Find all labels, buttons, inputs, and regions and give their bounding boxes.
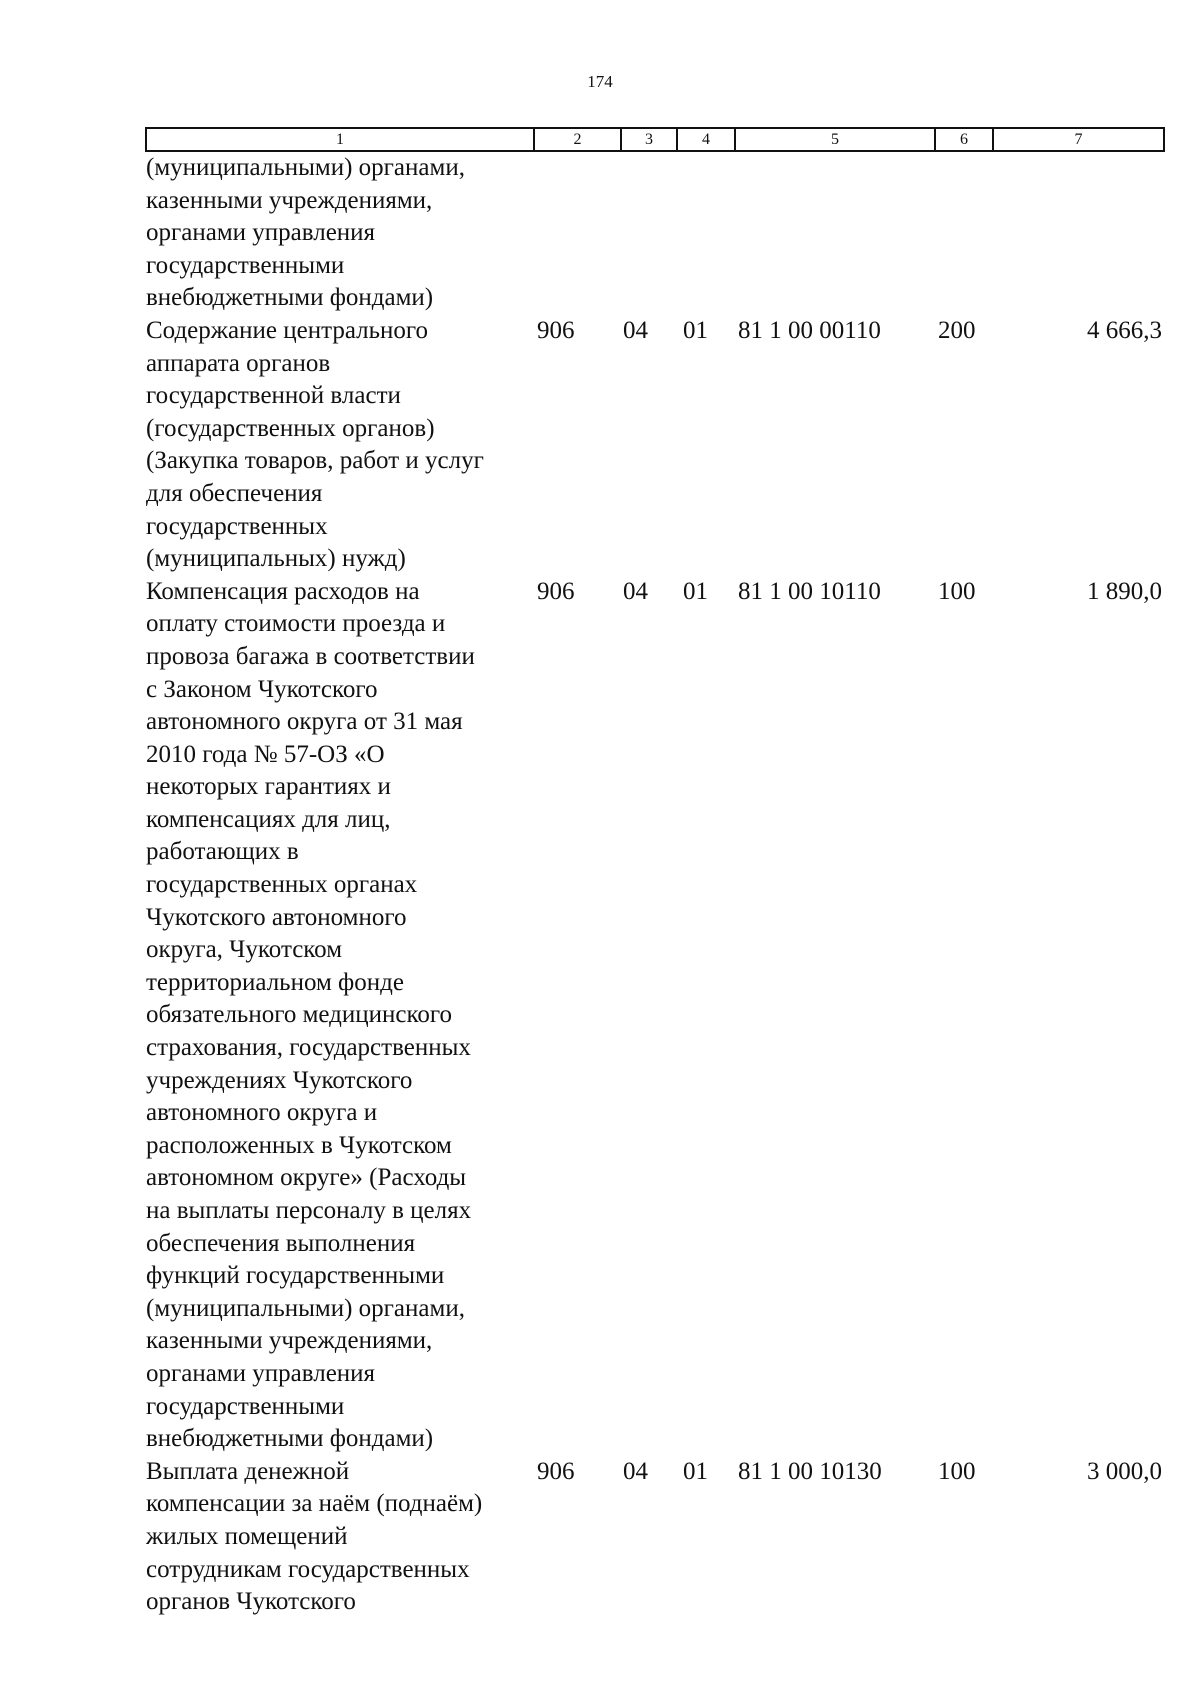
description-line: (муниципальных) нужд) <box>146 545 406 573</box>
amount-value: 4 666,3 <box>1087 316 1162 344</box>
description-line: казенными учреждениями, <box>146 1327 433 1355</box>
description-line: органами управления <box>146 219 376 247</box>
expense-type-code: 100 <box>938 1457 976 1485</box>
column-number-row <box>146 128 1164 151</box>
description-line: органов Чукотского <box>146 1588 356 1616</box>
section-code: 04 <box>623 316 648 344</box>
description-line: оплату стоимости проезда и <box>146 610 446 638</box>
description-line: компенсации за наём (поднаём) <box>146 1490 483 1518</box>
description-line: на выплаты персоналу в целях <box>146 1197 472 1224</box>
expense-type-code <box>935 151 993 315</box>
table-row <box>146 151 1164 315</box>
description-line: государственных <box>146 512 328 540</box>
description-line: Содержание центрального <box>146 316 429 344</box>
table-row <box>146 576 1164 1456</box>
description-line: сотрудникам государственных <box>146 1555 470 1583</box>
subsection-code: 01 <box>683 316 708 344</box>
description-line: внебюджетными фондами) <box>146 1425 434 1453</box>
description-line: (государственных органов) <box>146 414 435 442</box>
table-body <box>146 151 1164 1619</box>
row-description <box>146 151 534 315</box>
target-item-code: 81 1 00 10130 <box>738 1457 882 1485</box>
admin-code: 906 <box>537 1457 575 1485</box>
description-line: государственной власти <box>146 382 401 410</box>
description-line: обеспечения выполнения <box>146 1229 416 1257</box>
description-line: компенсациях для лиц, <box>146 805 391 833</box>
target-item-code <box>735 151 935 315</box>
column-number-3: 3 <box>621 128 677 151</box>
description-line: автономном округе» (Расходы <box>146 1164 467 1192</box>
section-code <box>621 151 677 315</box>
target-item-code: 81 1 00 10110 <box>738 577 881 605</box>
expense-type-code: 100 <box>938 577 976 605</box>
column-number-1: 1 <box>146 128 534 151</box>
column-number-5: 5 <box>735 128 935 151</box>
description-line: государственными <box>146 1392 345 1420</box>
target-item-code: 81 1 00 00110 <box>738 316 881 344</box>
amount-value <box>993 151 1164 315</box>
description-line: (муниципальными) органами, <box>146 154 465 181</box>
description-line: автономного округа и <box>146 1099 378 1127</box>
description-line: аппарата органов <box>146 349 331 377</box>
description-line: некоторых гарантиях и <box>146 773 391 801</box>
description-line: казенными учреждениями, <box>146 186 433 214</box>
section-code: 04 <box>623 1457 648 1485</box>
row-description <box>146 576 534 1456</box>
amount-value: 1 890,0 <box>1087 577 1162 605</box>
description-line: с Законом Чукотского <box>146 675 378 703</box>
row-description <box>146 315 534 576</box>
row-description <box>146 1456 534 1619</box>
column-number-4: 4 <box>677 128 735 151</box>
description-line: учреждениях Чукотского <box>146 1066 413 1094</box>
description-line: для обеспечения <box>146 479 323 507</box>
subsection-code: 01 <box>683 1457 708 1485</box>
column-number-2: 2 <box>534 128 621 151</box>
description-line: Компенсация расходов на <box>146 577 420 605</box>
table-row <box>146 315 1164 576</box>
budget-table <box>145 127 1165 1619</box>
description-line: (Закупка товаров, работ и услуг <box>146 447 484 475</box>
expense-type-code: 200 <box>938 316 976 344</box>
description-line: работающих в <box>146 838 299 866</box>
column-number-6: 6 <box>935 128 993 151</box>
subsection-code <box>677 151 735 315</box>
description-line: жилых помещений <box>146 1522 348 1550</box>
amount-value: 3 000,0 <box>1087 1457 1162 1485</box>
description-line: функций государственными <box>146 1262 445 1290</box>
description-line: 2010 года № 57-ОЗ «О <box>146 740 385 768</box>
description-line: Выплата денежной <box>146 1457 350 1485</box>
admin-code: 906 <box>537 577 575 605</box>
table-row <box>146 1456 1164 1619</box>
admin-code: 906 <box>537 316 575 344</box>
description-line: внебюджетными фондами) <box>146 284 434 312</box>
admin-code <box>534 151 621 315</box>
description-line: территориальном фонде <box>146 968 404 996</box>
description-line: автономного округа от 31 мая <box>146 708 463 736</box>
description-line: страхования, государственных <box>146 1034 471 1062</box>
description-line: обязательного медицинского <box>146 1001 453 1029</box>
section-code: 04 <box>623 577 648 605</box>
page-number: 174 <box>587 72 613 91</box>
description-line: (муниципальными) органами, <box>146 1294 465 1322</box>
description-line: государственными <box>146 251 345 279</box>
description-line: расположенных в Чукотском <box>146 1131 452 1159</box>
subsection-code: 01 <box>683 577 708 605</box>
description-line: государственных органах <box>146 871 418 899</box>
description-line: Чукотского автономного <box>146 903 407 931</box>
description-line: органами управления <box>146 1359 376 1387</box>
description-line: провоза багажа в соответствии <box>146 642 475 670</box>
column-number-7: 7 <box>993 128 1164 151</box>
description-line: округа, Чукотском <box>146 936 343 964</box>
